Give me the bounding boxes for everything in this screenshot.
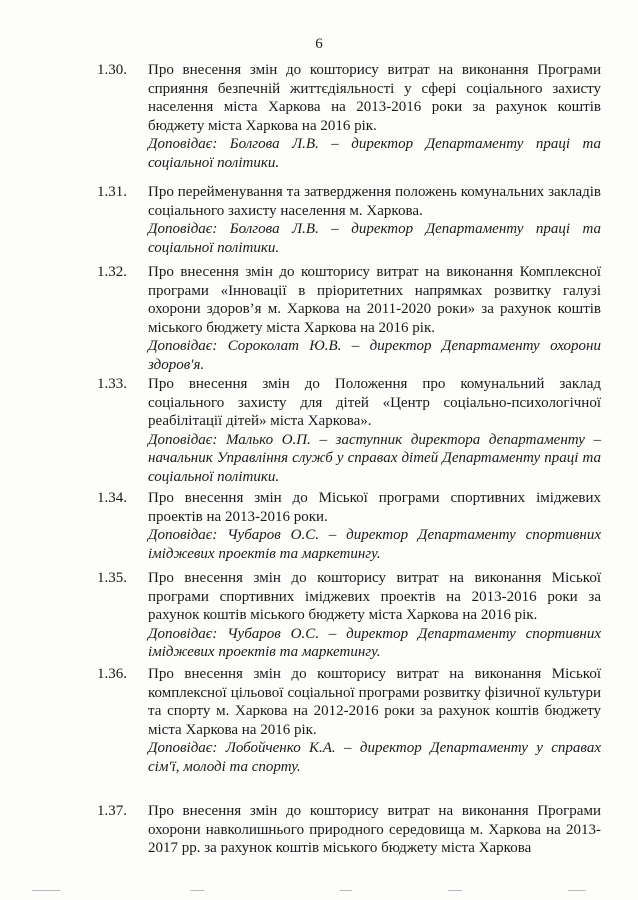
item-reporter: Доповідає: Малько О.П. – заступник директора департаменту – начальник Управління служб у справах дітей Департаменту праці та соціальної політики. xyxy=(148,431,601,485)
item-reporter: Доповідає: Чубаров О.С. – директор Департаменту спортивних іміджевих проектів та маркетингу. xyxy=(148,527,601,562)
item-body xyxy=(148,263,601,374)
item-reporter: Доповідає: Лобойченко К.А. – директор Департаменту у справах сім'ї, молоді та спорту. xyxy=(148,740,601,775)
item-number: 1.35. xyxy=(97,570,127,586)
agenda-item xyxy=(0,183,638,263)
item-body xyxy=(148,183,601,257)
item-reporter: Доповідає: Болгова Л.В. – директор Департаменту праці та соціальної політики. xyxy=(148,221,601,256)
item-body xyxy=(148,489,601,563)
item-reporter: Доповідає: Сороколат Ю.В. – директор Департаменту охорони здоров'я. xyxy=(148,338,601,373)
item-title: Про внесення змін до кошторису витрат на виконання Міської комплексної цільової соціальної програми розвитку фізичної культури та спорту м. Харкова на 2012-2016 роки за рахунок коштів бюджету міста Харкова на 2016 рік. xyxy=(148,666,601,738)
item-number: 1.31. xyxy=(97,184,127,200)
item-body xyxy=(148,61,601,172)
page-number: 6 xyxy=(315,36,323,52)
item-number: 1.32. xyxy=(97,264,127,280)
item-title: Про внесення змін до кошторису витрат на виконання Програми сприяння безпечній життєдіяльності у сфері соціального захисту населення міста Харкова на 2013-2016 роки за рахунок коштів бюджету міста Харкова на 2016 рік. xyxy=(148,62,601,134)
item-reporter: Доповідає: Чубаров О.С. – директор Департаменту спортивних іміджевих проектів та маркетингу. xyxy=(148,625,601,660)
agenda-item xyxy=(0,802,638,872)
scan-edge-marks xyxy=(0,890,638,894)
item-title: Про внесення змін до кошторису витрат на виконання Програми охорони навколишнього природного середовища м. Харкова на 2013-2017 рр. за рахунок коштів міського бюджету міста Харкова xyxy=(148,803,601,856)
item-body xyxy=(148,569,601,662)
agenda-item xyxy=(0,263,638,375)
item-body xyxy=(148,665,601,776)
item-number: 1.33. xyxy=(97,376,127,392)
item-title: Про внесення змін до Положення про комунальний заклад соціального захисту для дітей «Центр соціально-психологічної реабілітації дітей» міста Харкова». xyxy=(148,376,601,429)
item-number: 1.34. xyxy=(97,490,127,506)
item-title: Про внесення змін до кошторису витрат на виконання Комплексної програми «Інновації в пріоритетних напрямках розвитку галузі охорони здоров’я м. Харкова на 2011-2020 роки» за рахунок коштів міського бюджету міста Харкова на 2016 рік. xyxy=(148,264,601,336)
item-title: Про перейменування та затвердження положень комунальних закладів соціального захисту населення м. Харкова. xyxy=(148,184,601,219)
item-title: Про внесення змін до Міської програми спортивних іміджевих проектів на 2013-2016 роки. xyxy=(148,490,601,525)
agenda-item xyxy=(0,569,638,665)
item-number: 1.30. xyxy=(97,62,127,78)
item-body xyxy=(148,802,601,858)
item-body xyxy=(148,375,601,486)
item-number: 1.36. xyxy=(97,666,127,682)
agenda-item xyxy=(0,375,638,489)
agenda-items xyxy=(0,61,638,872)
agenda-item xyxy=(0,61,638,183)
agenda-item xyxy=(0,665,638,802)
item-title: Про внесення змін до кошторису витрат на виконання Міської програми спортивних іміджевих проектів на 2013-2016 роки за рахунок коштів міського бюджету міста Харкова на 2016 рік. xyxy=(148,570,601,623)
agenda-item xyxy=(0,489,638,569)
item-number: 1.37. xyxy=(97,803,127,819)
item-reporter: Доповідає: Болгова Л.В. – директор Департаменту праці та соціальної політики. xyxy=(148,136,601,171)
